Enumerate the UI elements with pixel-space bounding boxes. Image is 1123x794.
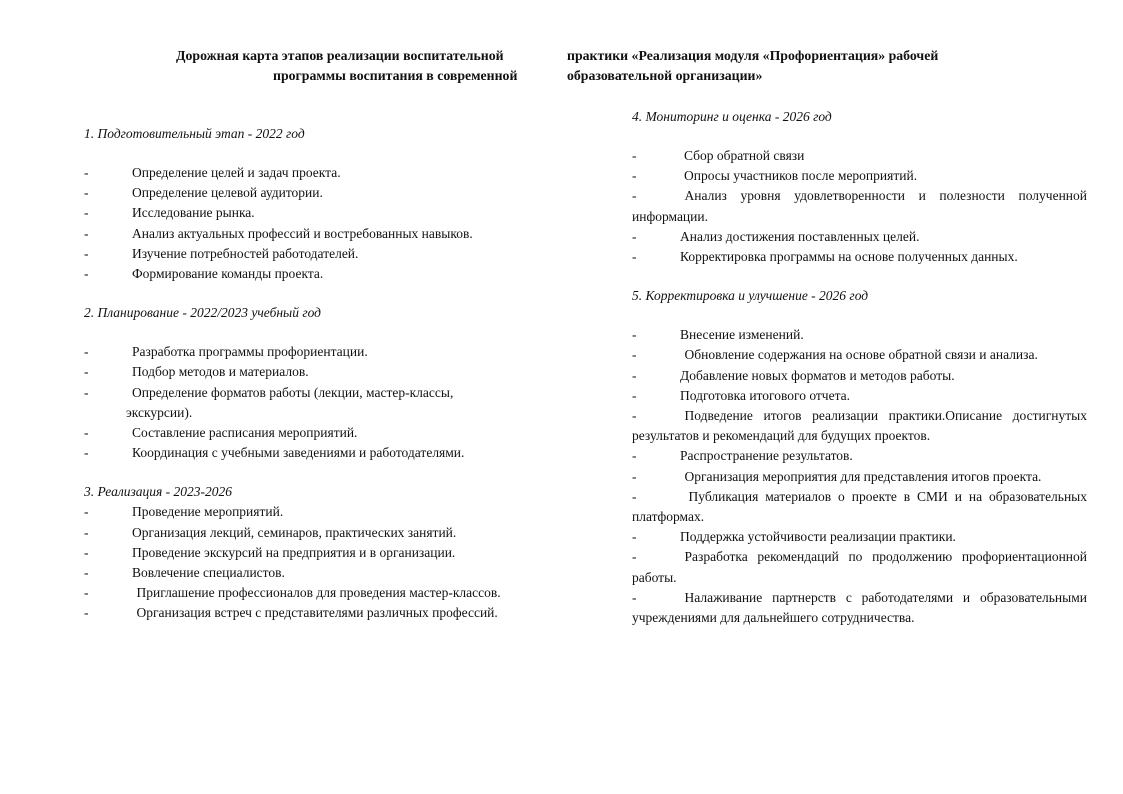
list-item: - Определение форматов работы (лекции, мастер-классы,: [84, 384, 454, 400]
right-column: [632, 107, 1087, 628]
list-item: - Подведение итогов реализации практики.Описание достигнутых результатов и рекомендаций для будущих проектов.: [632, 408, 1087, 444]
list-item: - Организация встреч с представителями различных профессий.: [84, 605, 498, 621]
title-line-1-right: практики «Реализация модуля «Профориентация» рабочей: [567, 48, 939, 63]
list-item-continuation: экскурсии).: [126, 404, 193, 420]
list-item: - Проведение экскурсий на предприятия и в организации.: [84, 544, 456, 560]
list-item: - Вовлечение специалистов.: [84, 565, 285, 581]
list-item: - Анализ уровня удовлетворенности и полезности полученной информации.: [632, 188, 1087, 224]
list-item: - Формирование команды проекта.: [84, 266, 324, 282]
list-item: - Публикация материалов о проекте в СМИ и на образовательных платформах.: [632, 488, 1087, 525]
list-item: - Исследование рынка.: [84, 205, 255, 221]
list-item: - Поддержка устойчивости реализации практики.: [632, 529, 956, 545]
list-item: - Анализ актуальных профессий и востребованных навыков.: [84, 225, 473, 241]
title-line-2-right: образовательной организации»: [567, 68, 763, 83]
title-line-1-left: Дорожная карта этапов реализации воспитательной: [176, 48, 504, 63]
list-item: - Разработка рекомендаций по продолжению профориентационной работы.: [632, 549, 1087, 585]
section-heading-preparation: 1. Подготовительный этап - 2022 год: [84, 126, 305, 141]
list-item: - Проведение мероприятий.: [84, 504, 284, 520]
list-item: - Сбор обратной связи: [632, 148, 805, 163]
list-item: - Организация лекций, семинаров, практических занятий.: [84, 524, 457, 540]
list-item: - Подготовка итогового отчета.: [632, 387, 851, 403]
list-item: - Определение целей и задач проекта.: [84, 165, 341, 180]
section-heading-monitoring: 4. Мониторинг и оценка - 2026 год: [632, 109, 832, 124]
list-item: - Опросы участников после мероприятий.: [632, 168, 918, 184]
list-item: - Подбор методов и материалов.: [84, 364, 309, 380]
list-item: - Корректировка программы на основе полученных данных.: [632, 249, 1018, 265]
list-item: - Налаживание партнерств с работодателями и образовательными учреждениями для дальнейшего сотрудничества.: [632, 589, 1087, 626]
list-item: - Анализ достижения поставленных целей.: [632, 228, 920, 244]
list-item: - Организация мероприятия для представления итогов проекта.: [632, 468, 1042, 484]
list-item: - Определение целевой аудитории.: [84, 185, 323, 201]
list-item: - Координация с учебными заведениями и работодателями.: [84, 445, 465, 461]
list-item: - Добавление новых форматов и методов работы.: [632, 367, 955, 383]
left-column: [84, 124, 538, 624]
list-item: - Составление расписания мероприятий.: [84, 425, 358, 441]
list-item: - Распространение результатов.: [632, 448, 853, 464]
section-heading-correction: 5. Корректировка и улучшение - 2026 год: [632, 288, 869, 304]
title-line-2-left: программы воспитания в современной: [273, 68, 518, 83]
list-item: - Изучение потребностей работодателей.: [84, 245, 359, 261]
list-item: - Обновление содержания на основе обратной связи и анализа.: [632, 347, 1038, 363]
section-heading-planning: 2. Планирование - 2022/2023 учебный год: [84, 305, 321, 321]
section-heading-implementation: 3. Реализация - 2023-2026: [84, 484, 232, 500]
list-item: - Разработка программы профориентации.: [84, 344, 368, 360]
list-item: - Приглашение профессионалов для проведения мастер-классов.: [84, 585, 501, 601]
list-item: - Внесение изменений.: [632, 327, 804, 343]
